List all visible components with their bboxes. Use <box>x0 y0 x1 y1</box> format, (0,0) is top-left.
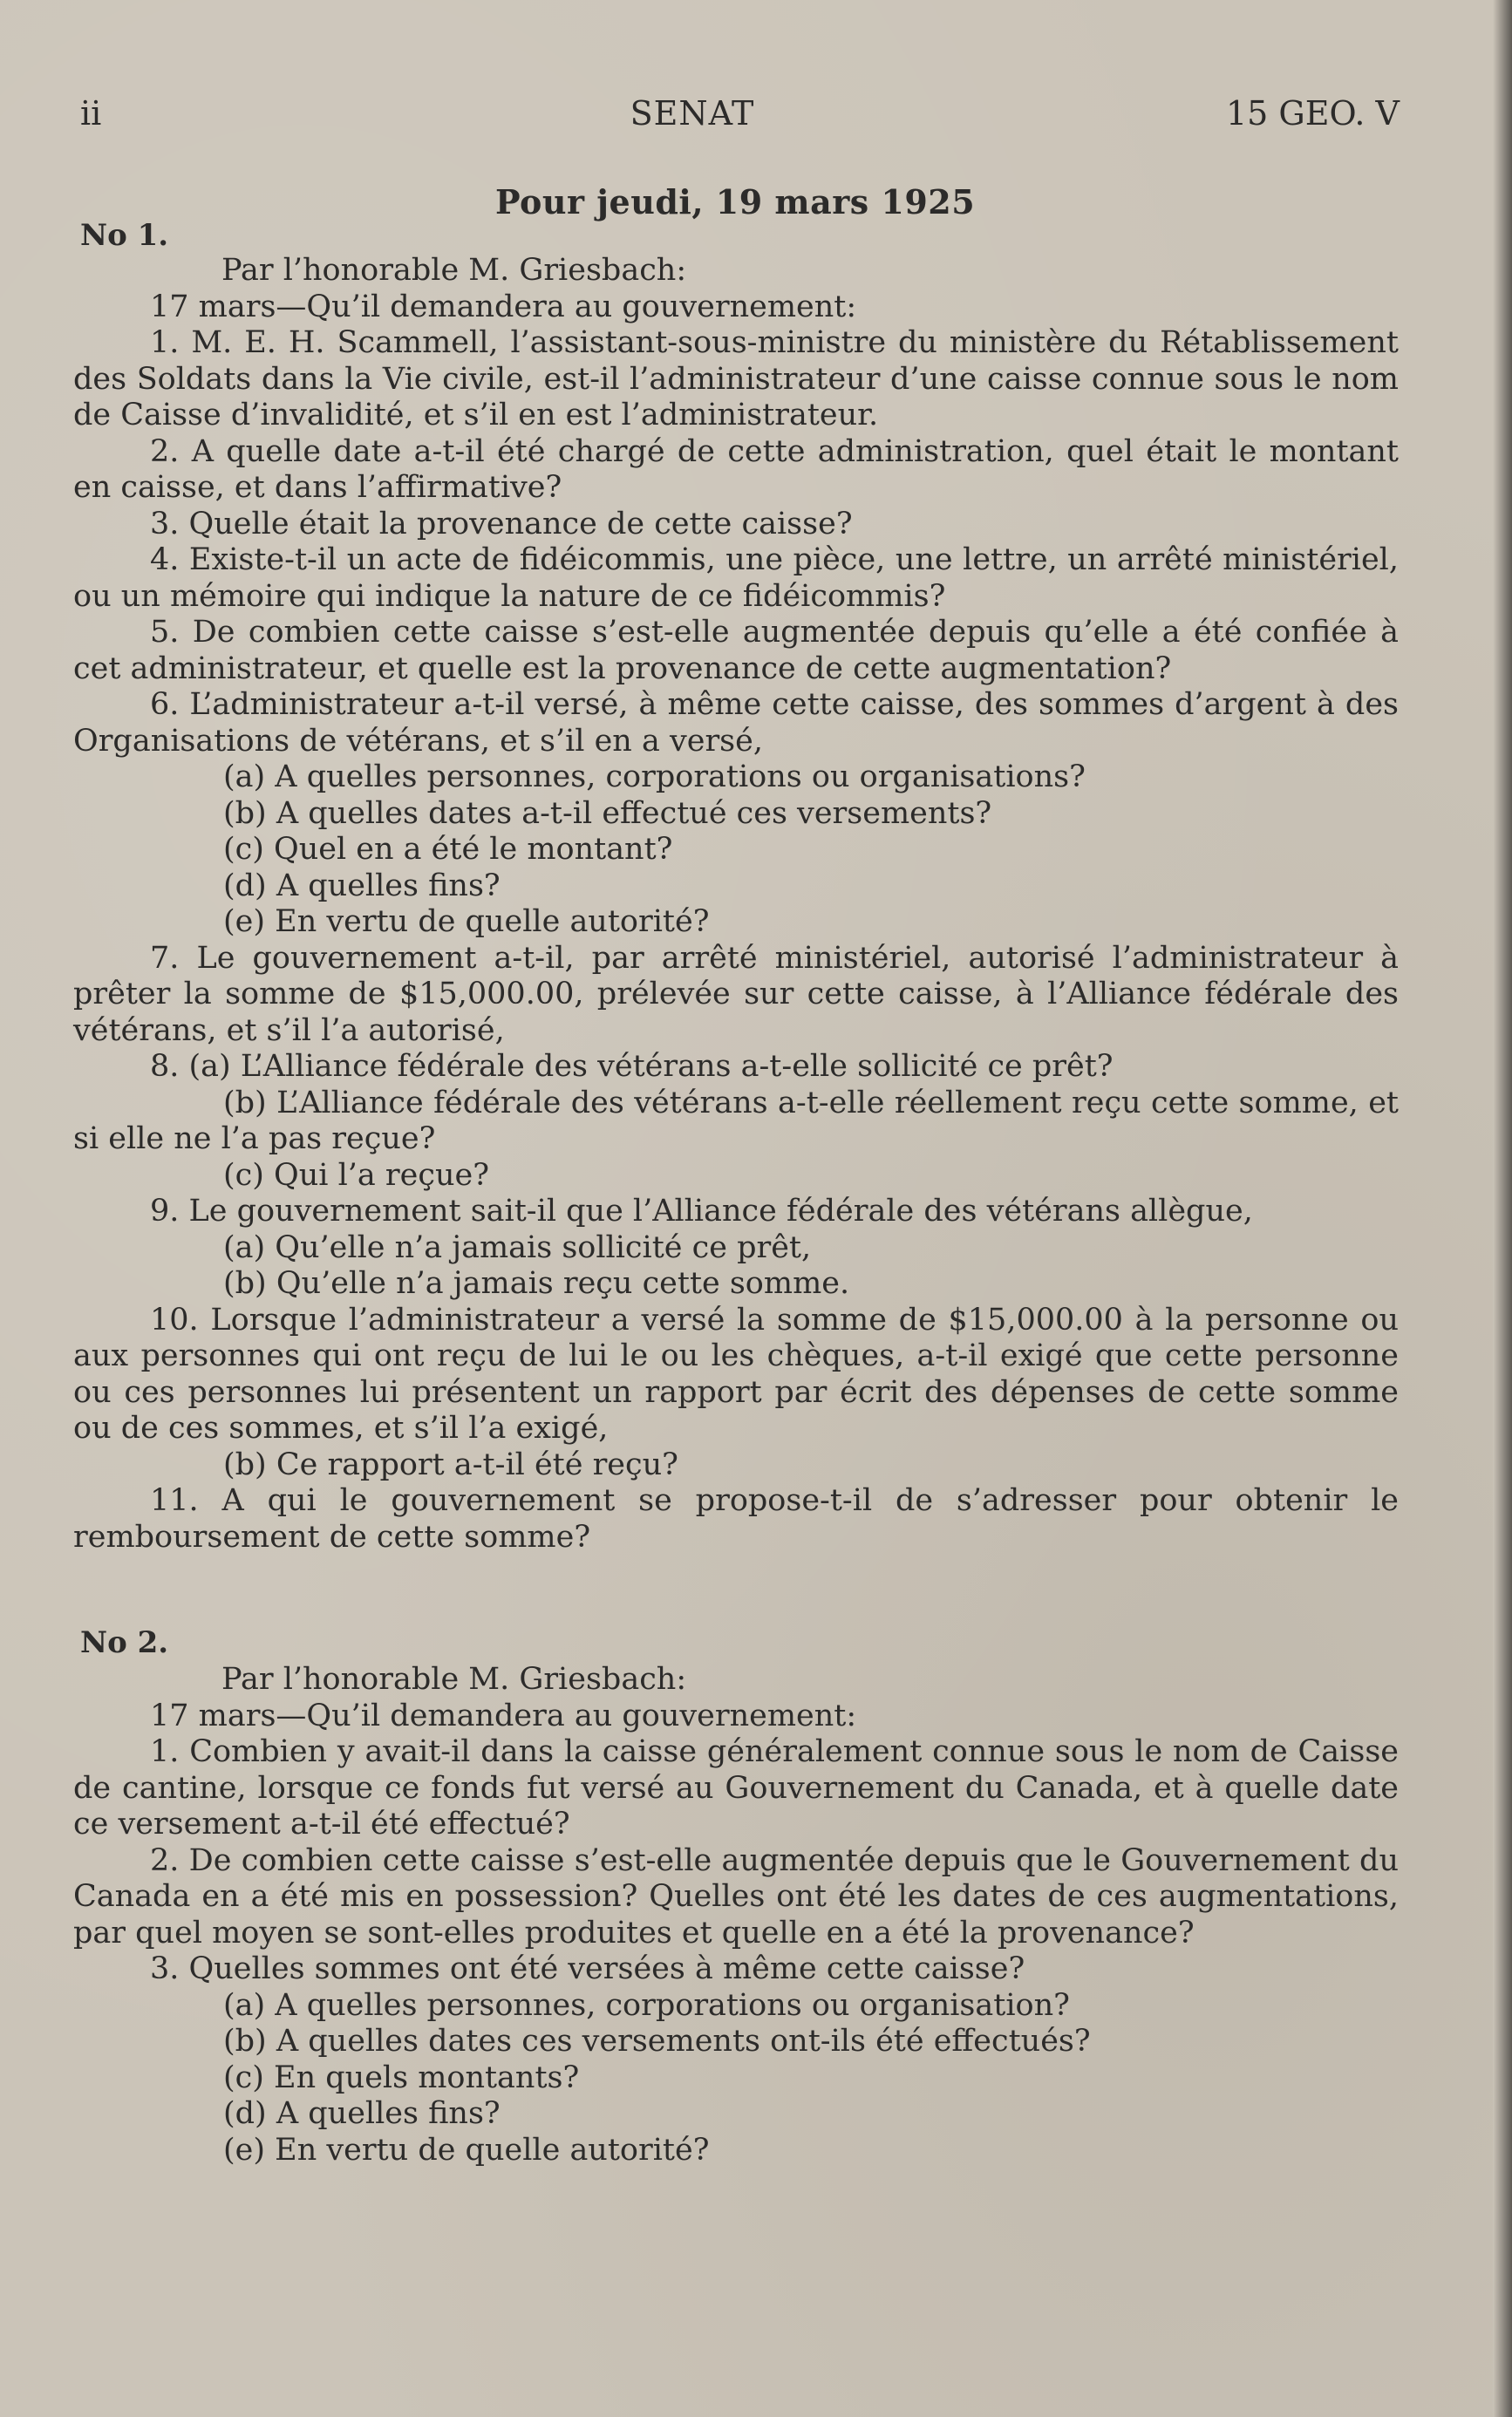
sub-item: (b) L’Alliance fédérale des vétérans a-t-elle réellement reçu cette somme, et si elle ne l’a pas reçue? <box>73 1085 1399 1156</box>
sub-item: (a) A quelles personnes, corporations ou organisation? <box>223 1987 1070 2023</box>
question-item: 5. De combien cette caisse s’est-elle augmentée depuis qu’elle a été confiée à cet administrateur, et quelle est la provenance de cette augmentation? <box>73 615 1399 686</box>
header-session: 15 GEO. V <box>1225 94 1400 133</box>
date-heading: Pour jeudi, 19 mars 1925 <box>495 182 976 221</box>
sub-item: (d) A quelles fins? <box>223 868 501 903</box>
question-item: 2. A quelle date a-t-il été chargé de cette administration, quel était le montant en caisse, et dans l’affirmative? <box>73 433 1399 505</box>
question-item: 10. Lorsque l’administrateur a versé la somme de $15,000.00 à la personne ou aux personnes qui ont reçu de lui le ou les chèques, a-t-il exigé que cette personne ou ces personnes lui présentent un rapport par écrit des dépenses de cette somme ou de ces sommes, et s’il l’a exigé, <box>73 1302 1399 1446</box>
question-item: 6. L’administrateur a-t-il versé, à même cette caisse, des sommes d’argent à des Organisations de vétérans, et s’il en a versé, <box>73 687 1399 759</box>
question-item: 1. Combien y avait-il dans la caisse généralement connue sous le nom de Caisse de cantine, lorsque ce fonds fut versé au Gouvernement du Canada, et à quelle date ce versement a-t-il été effectué? <box>73 1734 1399 1842</box>
question-item: 2. De combien cette caisse s’est-elle augmentée depuis que le Gouvernement du Canada en a été mis en possession? Quelles ont été les dates de ces augmentations, par quel moyen se sont-elles produites et quelle en a été la provenance? <box>73 1842 1399 1951</box>
sub-item: (a) Qu’elle n’a jamais sollicité ce prêt, <box>223 1229 812 1265</box>
question-item: 4. Existe-t-il un acte de fidéicommis, une pièce, une lettre, un arrêté ministériel, ou un mémoire qui indique la nature de ce fidéicommis? <box>73 542 1399 614</box>
sub-item: (d) A quelles fins? <box>223 2096 501 2131</box>
question-2 <box>73 1624 1399 2168</box>
sub-item: (c) Qui l’a reçue? <box>223 1157 489 1193</box>
question-item: 3. Quelles sommes ont été versées à même cette caisse? <box>150 1951 1025 1986</box>
question-1 <box>73 216 1399 1556</box>
header-title: SENAT <box>630 94 755 133</box>
question-item: 3. Quelle était la provenance de cette caisse? <box>150 506 853 541</box>
question-number: No 1. <box>80 218 169 253</box>
sub-item: (b) Ce rapport a-t-il été reçu? <box>223 1447 678 1482</box>
date-line: 17 mars—Qu’il demandera au gouvernement: <box>150 289 857 324</box>
sub-item: (b) A quelles dates ces versements ont-ils été effectués? <box>223 2024 1091 2059</box>
question-number: No 2. <box>80 1625 169 1660</box>
sub-item: (e) En vertu de quelle autorité? <box>223 2132 710 2168</box>
running-header <box>73 87 1399 140</box>
mover-line: Par l’honorable M. Griesbach: <box>221 253 687 288</box>
sub-item: (e) En vertu de quelle autorité? <box>223 904 710 939</box>
question-item: 11. A qui le gouvernement se propose-t-il de s’adresser pour obtenir le remboursement de cette somme? <box>73 1483 1399 1555</box>
mover-line: Par l’honorable M. Griesbach: <box>221 1662 687 1697</box>
date-line: 17 mars—Qu’il demandera au gouvernement: <box>150 1698 857 1733</box>
sub-item: (c) Quel en a été le montant? <box>223 832 673 867</box>
sub-item: (c) En quels montants? <box>223 2060 580 2095</box>
sub-item: (a) A quelles personnes, corporations ou organisations? <box>223 759 1086 794</box>
question-item: 8. (a) L’Alliance fédérale des vétérans a-t-elle sollicité ce prêt? <box>150 1049 1114 1084</box>
page-edge-shadow <box>1493 0 1512 2417</box>
question-item: 7. Le gouvernement a-t-il, par arrêté ministériel, autorisé l’administrateur à prêter la somme de $15,000.00, prélevée sur cette caisse, à l’Alliance fédérale des vétérans, et s’il l’a autorisé, <box>73 940 1399 1048</box>
page-numeral: ii <box>80 94 102 133</box>
sub-item: (b) A quelles dates a-t-il effectué ces versements? <box>223 795 992 831</box>
question-item: 9. Le gouvernement sait-il que l’Alliance fédérale des vétérans allègue, <box>150 1194 1253 1229</box>
question-item: 1. M. E. H. Scammell, l’assistant-sous-ministre du ministère du Rétablissement des Soldats dans la Vie civile, est-il l’administrateur d’une caisse connue sous le nom de Caisse d’invalidité, et s’il en est l’administrateur. <box>73 325 1399 432</box>
sub-item: (b) Qu’elle n’a jamais reçu cette somme. <box>223 1266 850 1301</box>
